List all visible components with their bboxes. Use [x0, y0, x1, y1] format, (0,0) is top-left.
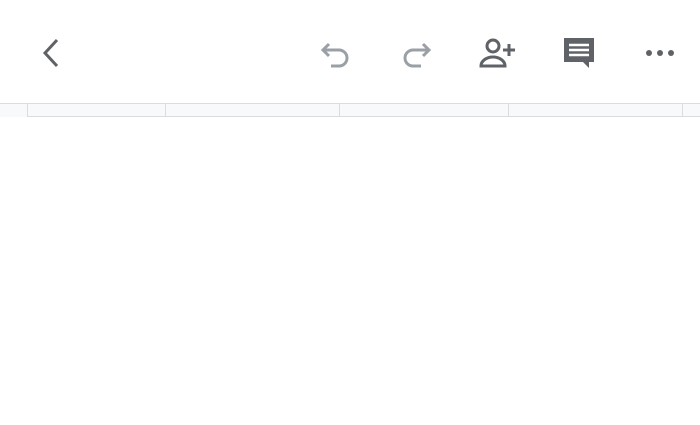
comment-icon [561, 35, 597, 71]
back-icon [41, 38, 61, 68]
back-button[interactable] [36, 35, 66, 71]
column-header-e[interactable] [340, 104, 509, 117]
redo-icon [399, 38, 433, 68]
column-header-bar [0, 103, 700, 117]
undo-icon [319, 38, 353, 68]
share-icon [478, 36, 518, 70]
column-header-c[interactable] [28, 104, 166, 117]
share-button[interactable] [476, 34, 520, 72]
column-header-f[interactable] [509, 104, 683, 117]
toolbar [0, 0, 700, 103]
corner-cell[interactable] [0, 104, 28, 117]
more-icon [645, 49, 675, 57]
redo-button[interactable] [396, 36, 436, 70]
comment-button[interactable] [558, 34, 600, 72]
undo-button[interactable] [316, 36, 356, 70]
spreadsheet-grid[interactable] [0, 103, 700, 425]
more-button[interactable] [640, 42, 680, 64]
column-header-d[interactable] [166, 104, 340, 117]
column-header-g[interactable] [683, 104, 700, 117]
